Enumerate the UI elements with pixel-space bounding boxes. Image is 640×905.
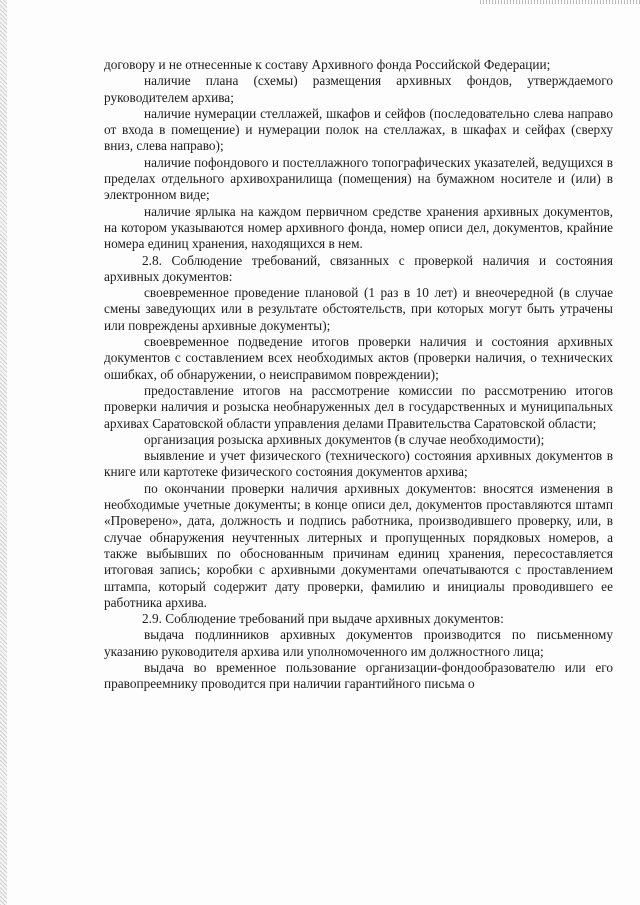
scan-left-edge [0, 0, 7, 905]
paragraph: предоставление итогов на рассмотрение комиссии по рассмотрению итогов проверки наличия и розыска необнаруженных дел в государственных и муниципальных архивах Саратовской области управления делами Правительства Саратовской области; [104, 382, 613, 431]
paragraph: наличие нумерации стеллажей, шкафов и сейфов (последовательно слева направо от входа в помещение) и нумерации полок на стеллажах, в шкафах и сейфах (сверху вниз, слева направо); [104, 105, 613, 154]
paragraph-continuation: договору и не отнесенные к составу Архивного фонда Российской Федерации; [104, 57, 551, 72]
paragraph: наличие пофондового и постеллажного топографических указателей, ведущихся в пределах отдельного архивохранилища (помещения) на бумажном носителе и (или) в электронном виде; [104, 154, 613, 203]
paragraph: своевременное подведение итогов проверки наличия и состояния архивных документов с составлением всех необходимых актов (проверки наличия, о технических ошибках, об обнаружении, о неисправимом повреждении); [104, 334, 613, 382]
paragraph: организация розыска архивных документов (в случае необходимости); [144, 431, 545, 447]
paragraph: наличие плана (схемы) размещения архивных фондов, утверждаемого руководителем архива; [104, 73, 613, 105]
scan-top-edge [480, 0, 640, 4]
section-heading-2-9: 2.9. Соблюдение требований при выдаче архивных документов: [142, 611, 504, 627]
paragraph: выявление и учет физического (технического) состояния архивных документов в книге или картотеке физического состояния документов архива; [104, 448, 613, 480]
paragraph: выдача во временное пользование организации-фондообразователю или его правопреемнику проводится при наличии гарантийного письма о [104, 659, 613, 692]
paragraph: наличие ярлыка на каждом первичном средстве хранения архивных документов, на котором указываются номер архивного фонда, номер описи дел, документов, крайние номера единиц хранения, находящихся в нем. [104, 203, 613, 252]
section-heading-2-8: 2.8. Соблюдение требований, связанных с проверкой наличия и состояния архивных документов: [104, 252, 613, 284]
paragraph: своевременное проведение плановой (1 раз в 10 лет) и внеочередной (в случае смены заведующих или в результате обстоятельств, при которых могут быть утрачены или повреждены архивные документы); [104, 285, 613, 333]
document-page [104, 57, 613, 693]
paragraph: по окончании проверки наличия архивных документов: вносятся изменения в необходимые учетные документы; в конце описи дел, документов проставляются штамп «Проверено», дата, должность и подпись работника, производившего проверку, или, в случае обнаружения неучтенных литерных и пропущенных порядковых номеров, а также выбывших по обоснованным причинам единиц хранения, пересоставляется итоговая запись; коробки с архивными документами опечатываются с проставлением штампа, который содержит дату проверки, фамилию и инициалы проводившего ее работника архива. [104, 480, 613, 610]
paragraph: выдача подлинников архивных документов производится по письменному указанию руководителя архива или уполномоченного им должностного лица; [104, 627, 613, 659]
